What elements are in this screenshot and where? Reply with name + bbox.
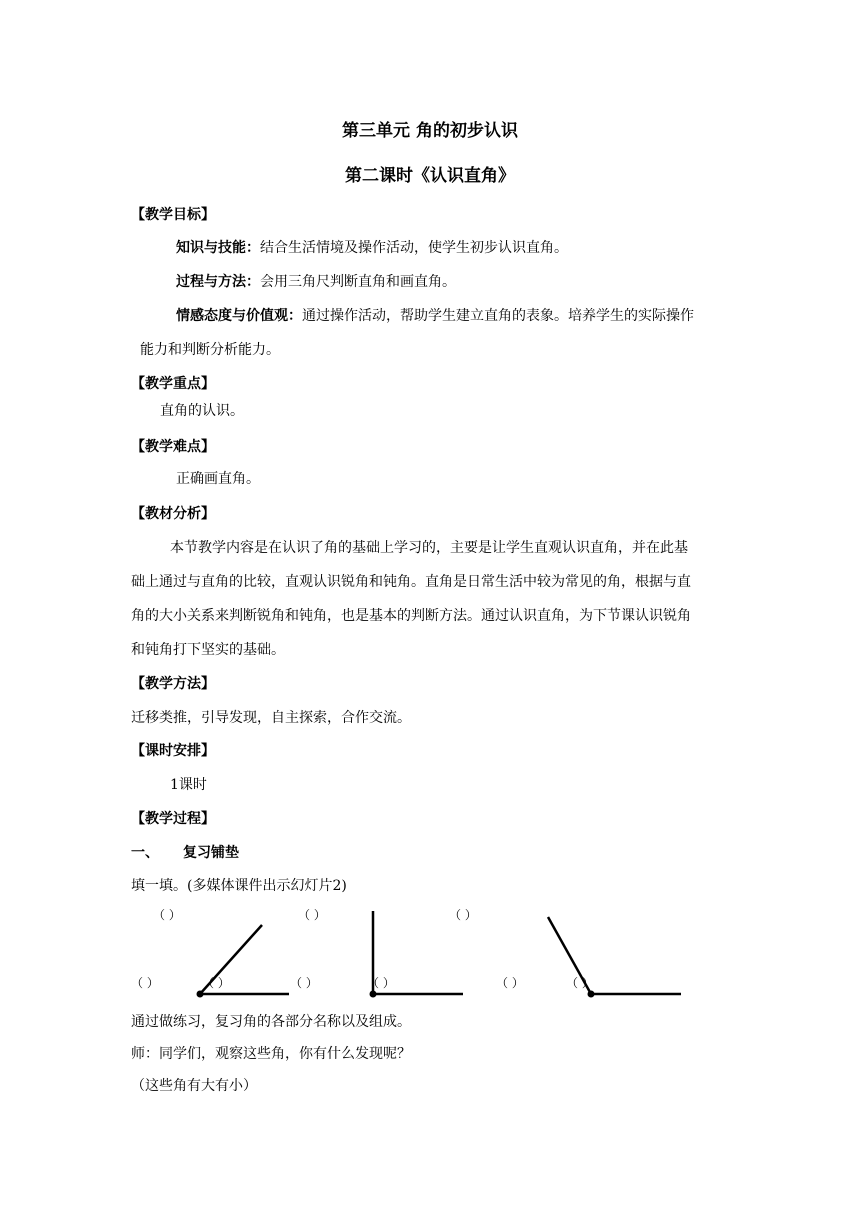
analysis-heading: 【教材分析】 <box>131 506 215 522</box>
blank-obtuse-vertex: （ ） <box>566 976 594 990</box>
blank-acute-top: （ ） <box>153 908 181 922</box>
process-heading: 【教学过程】 <box>131 811 215 827</box>
goal-knowledge-text: 结合生活情境及操作活动，使学生初步认识直角。 <box>260 240 568 256</box>
blank-obtuse-left: （ ） <box>496 976 524 990</box>
fill-instruction: 填一填。(多媒体课件出示幻灯片2) <box>131 878 347 894</box>
goal-emotion-text: 通过操作活动，帮助学生建立直角的表象。培养学生的实际操作 <box>302 308 694 324</box>
after-exercise-text: 通过做练习，复习角的各部分名称以及组成。 <box>131 1014 411 1030</box>
goal-knowledge-label: 知识与技能： <box>176 240 260 256</box>
schedule-text: 1课时 <box>170 777 207 793</box>
page-title: 第三单元 角的初步认识 <box>342 121 518 141</box>
key-point-heading: 【教学重点】 <box>131 376 215 392</box>
goal-emotion-label: 情感态度与价值观： <box>176 308 302 324</box>
right-angle-vertex <box>370 991 377 998</box>
analysis-line-2: 础上通过与直角的比较，直观认识锐角和钝角。直角是日常生活中较为常见的角，根据与直 <box>131 574 691 590</box>
analysis-line-3: 角的大小关系来判断锐角和钝角，也是基本的判断方法。通过认识直角，为下节课认识锐角 <box>131 608 691 624</box>
student-answer: （这些角有大有小） <box>131 1078 257 1094</box>
schedule-heading: 【课时安排】 <box>131 743 215 759</box>
analysis-line-4: 和钝角打下坚实的基础。 <box>131 642 285 658</box>
key-point-text: 直角的认识。 <box>160 403 244 419</box>
teacher-question: 师：同学们，观察这些角，你有什么发现呢？ <box>131 1046 411 1062</box>
goal-emotion-continued: 能力和判断分析能力。 <box>140 342 280 358</box>
analysis-line-1: 本节教学内容是在认识了角的基础上学习的，主要是让学生直观认识直角，并在此基 <box>170 540 688 556</box>
acute-angle-vertex <box>197 991 204 998</box>
blank-right-top: （ ） <box>298 908 326 922</box>
obtuse-angle-vertex <box>588 991 595 998</box>
difficulty-heading: 【教学难点】 <box>131 439 215 455</box>
blank-right-left: （ ） <box>290 976 318 990</box>
goals-heading: 【教学目标】 <box>131 207 215 223</box>
section-1-number: 一、 <box>131 845 159 861</box>
goal-process-label: 过程与方法： <box>176 274 260 290</box>
blank-acute-left: （ ） <box>131 976 159 990</box>
blank-acute-vertex: （ ） <box>202 976 230 990</box>
method-heading: 【教学方法】 <box>131 676 215 692</box>
difficulty-text: 正确画直角。 <box>176 471 260 487</box>
blank-obtuse-top: （ ） <box>449 908 477 922</box>
page-subtitle: 第二课时《认识直角》 <box>345 166 515 186</box>
method-text: 迁移类推，引导发现，自主探索，合作交流。 <box>131 710 411 726</box>
blank-right-vertex: （ ） <box>367 976 395 990</box>
section-1-title: 复习铺垫 <box>183 845 239 861</box>
goal-process-text: 会用三角尺判断直角和画直角。 <box>260 274 456 290</box>
